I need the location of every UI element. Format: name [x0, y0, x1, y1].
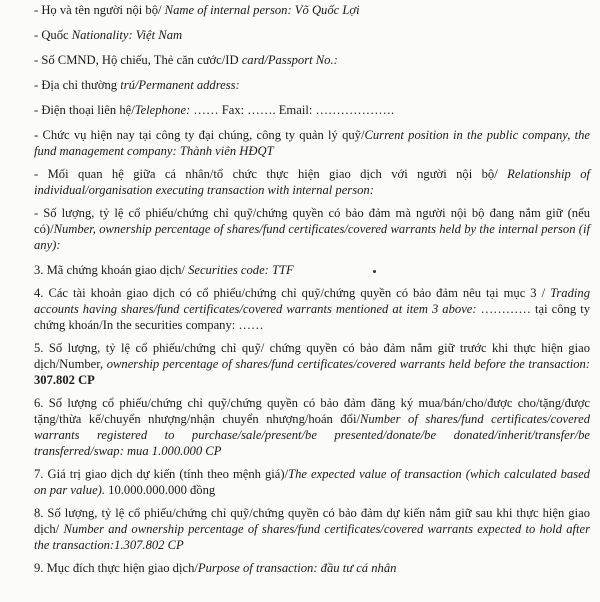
address-line: [34, 77, 590, 93]
label-vn: 6. Số lượng cổ phiếu/chứng chỉ quỹ/chứng quyền có bảo đảm đăng ký mua/bán/cho/được cho/tặng/được tặng/thừa kế/chuyển nhượng/nhận chuyển nhượng/hoán đổi/: [34, 396, 590, 426]
value: Việt Nam: [132, 28, 183, 42]
label-en: The expected value of transaction (which calculated based on par value).: [34, 467, 590, 497]
label-vn: - Họ và tên người nội bộ/: [34, 3, 165, 17]
label-en: Purpose of transaction: đầu tư cá nhân: [197, 561, 397, 575]
label-en: Name of internal person:: [164, 3, 292, 17]
label-en: card/Passport No.:: [241, 53, 338, 67]
label-vn: - Quốc: [34, 28, 72, 42]
label-vn: - Số CMND, Hộ chiếu, Thẻ căn cước/ID: [34, 53, 242, 67]
trading-accounts-paragraph: [34, 285, 590, 333]
expected-value-paragraph: [34, 466, 590, 498]
label-vn: - Số lượng, tỷ lệ cổ phiếu/chứng chỉ quỹ/chứng quyền có bảo đảm mà người nội bộ đang nắm giữ (nếu có)/: [34, 206, 590, 236]
label-en: trú/Permanent address:: [120, 78, 240, 92]
label-vn: 3. Mã chứng khoán giao dịch/: [34, 263, 189, 277]
label-vn: 8. Số lượng, tỷ lệ cổ phiếu/chứng chỉ quỹ/chứng quyền có bảo đảm dự kiến nắm giữ sau khi thực hiện giao dịch/: [34, 506, 590, 536]
label-en: Relationship of individual/organisation executing transaction with internal person:: [34, 167, 590, 197]
label-vn: - Chức vụ hiện nay tại công ty đại chúng, công ty quản lý quỹ/: [34, 128, 365, 142]
relationship-paragraph: [34, 166, 590, 198]
label-en: Number and ownership percentage of shares/fund certificates/covered warrants expected to hold after the transaction:1.307.802 CP: [34, 522, 590, 552]
purpose-line: [34, 560, 590, 576]
label-vn: - Mối quan hệ giữa cá nhân/tổ chức thực hiện giao dịch với người nội bộ/: [34, 167, 508, 181]
label-en: Securities code: TTF: [188, 263, 294, 277]
holdings-before-value: 307.802 CP: [34, 373, 95, 387]
holdings-internal-paragraph: [34, 205, 590, 253]
label-vn: 5. Số lượng, tỷ lệ cổ phiếu/chứng chỉ quỹ/ chứng quyền có bảo đảm nắm giữ trước khi thực hiện giao dịch/Number,: [34, 341, 590, 371]
document-page: [0, 2, 600, 602]
label-en: Trading accounts having shares/fund certificates/covered warrants mentioned at item 3 above:: [34, 286, 590, 316]
label-vn: - Địa chỉ thường: [34, 78, 121, 92]
securities-code-line: [34, 262, 590, 278]
value: Võ Quốc Lợi: [291, 3, 360, 17]
securities-company: ………… tại công ty chứng khoán/In the securities company: ……: [34, 302, 590, 332]
ink-speck: [373, 270, 376, 273]
label-en: Nationality:: [71, 28, 133, 42]
label-en: Number, ownership percentage of shares/fund certificates/covered warrants held by the internal person (if any):: [34, 222, 590, 252]
contact-line: [34, 102, 590, 118]
nationality-line: [34, 27, 590, 43]
id-card-line: [34, 52, 590, 68]
label-vn: 9. Mục đích thực hiện giao dịch/: [34, 561, 198, 575]
label-en: ownership percentage of shares/fund certificates/covered warrants held before the transaction:: [106, 357, 590, 371]
label-vn: 4. Các tài khoản giao dịch có cổ phiếu/chứng chỉ quỹ/chứng quyền có bảo đảm nêu tại mục 3 /: [34, 286, 551, 300]
holdings-after-paragraph: [34, 505, 590, 553]
registered-quantity-paragraph: [34, 395, 590, 459]
contact-values: …… Fax: ……. Email: ……………….: [190, 103, 395, 117]
holdings-before-paragraph: [34, 340, 590, 388]
label-vn: - Điện thoại liên hệ/: [34, 103, 135, 117]
current-position-paragraph: [34, 127, 590, 159]
label-vn: 7. Giá trị giao dịch dự kiến (tính theo mệnh giá)/: [34, 467, 289, 481]
label-en: Telephone:: [134, 103, 191, 117]
label-en: Current position in the public company, the fund management company: Thành viên HĐQT: [34, 128, 590, 158]
internal-person-name-line: [34, 2, 590, 18]
expected-value: 10.000.000.000 đồng: [105, 483, 216, 497]
label-en: Number of shares/fund certificates/covered warrants registered to purchase/sale/present/be presented/donate/be donated/inherit/transfer/be transferred/swap: mua 1.000.000 CP: [34, 412, 590, 458]
